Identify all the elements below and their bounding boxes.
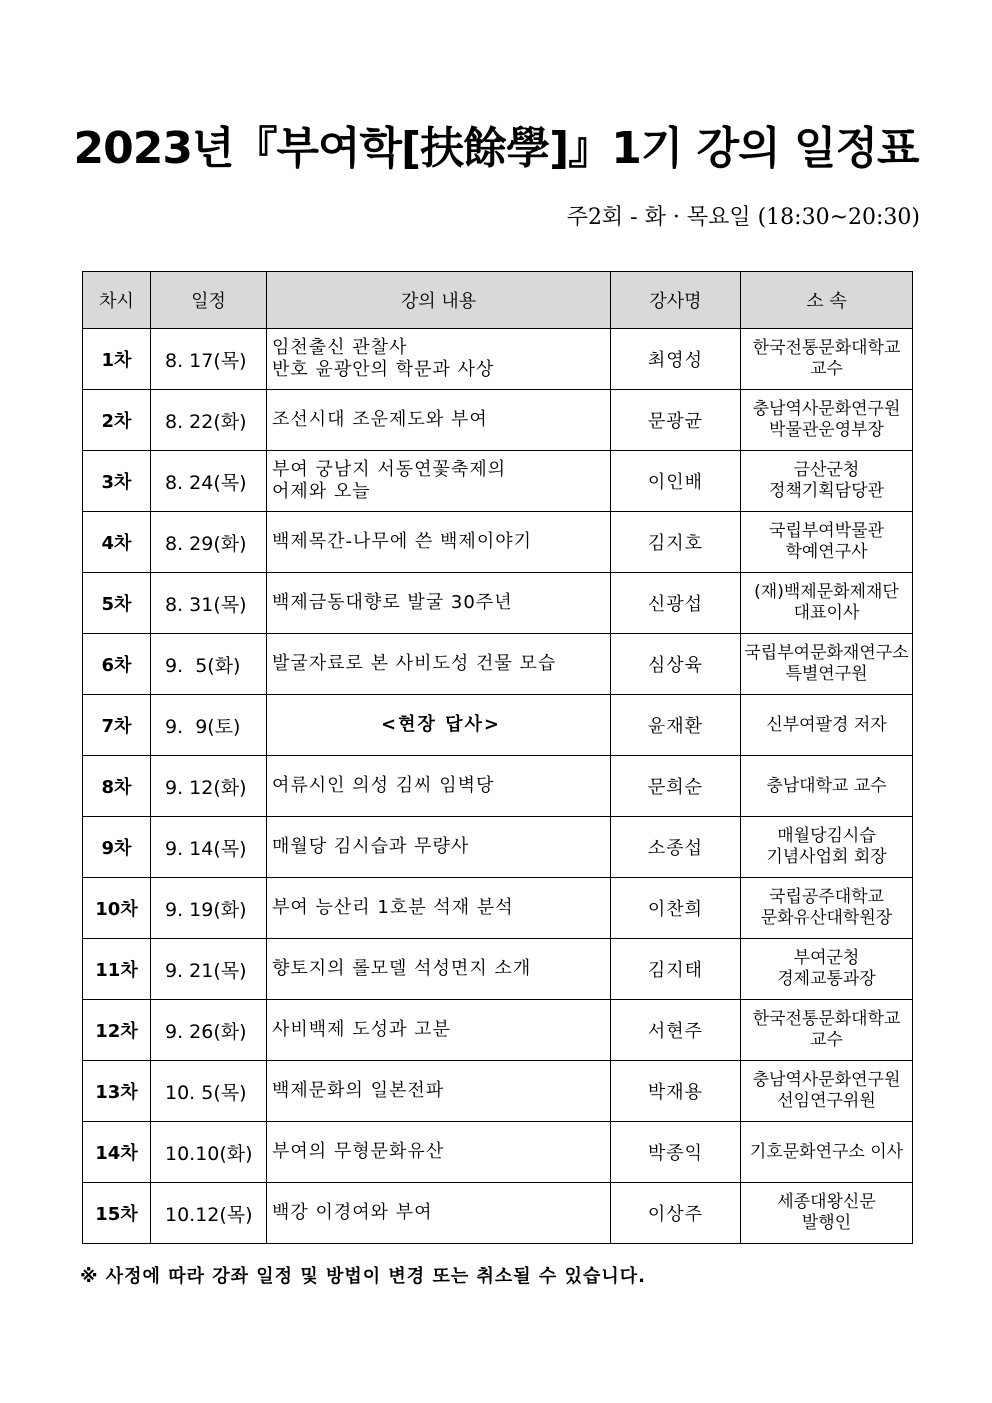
- lecturer-name: 심상육: [611, 634, 741, 695]
- lecturer-affiliation: [741, 512, 913, 573]
- lecture-topic: [267, 329, 611, 390]
- lecture-topic-line: 매월당 김시습과 무량사: [272, 836, 470, 857]
- lecture-topic: [267, 817, 611, 878]
- table-row: [83, 390, 913, 451]
- table-row: [83, 1122, 913, 1183]
- session-number: 12차: [83, 1000, 151, 1061]
- lecturer-affiliation: [741, 756, 913, 817]
- lecturer-affiliation: [741, 878, 913, 939]
- affiliation-line: 경제교통과장: [777, 969, 876, 989]
- table-row: [83, 573, 913, 634]
- lecturer-name: 이상주: [611, 1183, 741, 1244]
- session-number: 7차: [83, 695, 151, 756]
- affiliation-line: 박물관운영부장: [769, 420, 884, 440]
- lecture-topic: [267, 1000, 611, 1061]
- lecture-topic: [267, 756, 611, 817]
- header-topic: 강의 내용: [267, 272, 611, 329]
- affiliation-line: 금산군청: [793, 460, 860, 480]
- session-date: 9. 14(목): [151, 817, 267, 878]
- table-row: [83, 817, 913, 878]
- session-number: 4차: [83, 512, 151, 573]
- table-body: [83, 329, 913, 1244]
- lecture-topic: [267, 634, 611, 695]
- header-affiliation: 소 속: [741, 272, 913, 329]
- session-date: 10.12(목): [151, 1183, 267, 1244]
- lecturer-affiliation: [741, 634, 913, 695]
- lecture-topic-line: 발굴자료로 본 사비도성 건물 모습: [272, 653, 557, 674]
- lecturer-affiliation: [741, 817, 913, 878]
- affiliation-line: 교수: [810, 1030, 843, 1050]
- lecture-topic-line: 부여의 무형문화유산: [272, 1141, 445, 1162]
- session-number: 11차: [83, 939, 151, 1000]
- lecturer-name: 김지태: [611, 939, 741, 1000]
- lecturer-name: 신광섭: [611, 573, 741, 634]
- schedule-subtitle: 주2회 - 화 · 목요일 (18:30~20:30): [566, 205, 920, 230]
- affiliation-line: 특별연구원: [785, 664, 868, 684]
- session-number: 3차: [83, 451, 151, 512]
- lecturer-name: 김지호: [611, 512, 741, 573]
- lecture-topic-line: 백제금동대향로 발굴 30주년: [272, 592, 513, 613]
- table-header-row: [83, 272, 913, 329]
- lecturer-name: 문희순: [611, 756, 741, 817]
- affiliation-line: 정책기획담당관: [769, 481, 884, 501]
- lecture-topic: [267, 512, 611, 573]
- affiliation-line: 발행인: [801, 1213, 852, 1233]
- affiliation-line: 대표이사: [793, 603, 860, 623]
- affiliation-line: 기호문화연구소 이사: [749, 1141, 904, 1162]
- session-date: 8. 22(화): [151, 390, 267, 451]
- footnote: ※ 사정에 따라 강좌 일정 및 방법이 변경 또는 취소될 수 있습니다.: [80, 1266, 646, 1287]
- affiliation-line: 부여군청: [793, 948, 860, 968]
- table-row: [83, 512, 913, 573]
- session-date: 9. 26(화): [151, 1000, 267, 1061]
- lecture-topic: [267, 939, 611, 1000]
- session-number: 1차: [83, 329, 151, 390]
- lecture-topic: [267, 1183, 611, 1244]
- lecture-topic: [267, 451, 611, 512]
- affiliation-line: 국립부여박물관: [769, 521, 884, 541]
- table-row: [83, 1000, 913, 1061]
- lecture-topic-line: 부여 궁남지 서동연꽃축제의: [272, 459, 507, 480]
- table-row: [83, 329, 913, 390]
- lecture-topic: [267, 1122, 611, 1183]
- lecturer-name: 박재용: [611, 1061, 741, 1122]
- header-lecturer: 강사명: [611, 272, 741, 329]
- affiliation-line: 선임연구위원: [777, 1091, 876, 1111]
- session-number: 13차: [83, 1061, 151, 1122]
- lecture-topic-line: 반호 윤광안의 학문과 사상: [272, 359, 495, 380]
- table-row: [83, 1061, 913, 1122]
- session-number: 9차: [83, 817, 151, 878]
- lecturer-name: 이인배: [611, 451, 741, 512]
- lecture-topic: [267, 878, 611, 939]
- session-number: 2차: [83, 390, 151, 451]
- affiliation-line: 충남역사문화연구원: [752, 399, 901, 419]
- lecture-topic-line: 백제문화의 일본전파: [272, 1080, 445, 1101]
- lecturer-affiliation: [741, 1183, 913, 1244]
- lecturer-name: 최영성: [611, 329, 741, 390]
- session-date: 8. 24(목): [151, 451, 267, 512]
- lecture-topic-line: <현장 답사>: [381, 714, 501, 735]
- session-date: 9. 12(화): [151, 756, 267, 817]
- session-number: 8차: [83, 756, 151, 817]
- lecture-topic-line: 향토지의 롤모델 석성면지 소개: [272, 958, 532, 979]
- affiliation-line: 문화유산대학원장: [760, 908, 893, 928]
- table-row: [83, 756, 913, 817]
- affiliation-line: 학예연구사: [785, 542, 868, 562]
- session-number: 14차: [83, 1122, 151, 1183]
- session-date: 9. 9(토): [151, 695, 267, 756]
- lecturer-affiliation: [741, 695, 913, 756]
- lecturer-name: 문광균: [611, 390, 741, 451]
- session-date: 9. 5(화): [151, 634, 267, 695]
- lecturer-affiliation: [741, 390, 913, 451]
- table-row: [83, 939, 913, 1000]
- lecture-topic-line: 사비백제 도성과 고분: [272, 1019, 451, 1040]
- lecturer-affiliation: [741, 1061, 913, 1122]
- table-row: [83, 451, 913, 512]
- lecture-topic: [267, 573, 611, 634]
- session-date: 8. 17(목): [151, 329, 267, 390]
- lecturer-affiliation: [741, 451, 913, 512]
- header-no: 차시: [83, 272, 151, 329]
- lecture-topic-line: 여류시인 의성 김씨 임벽당: [272, 775, 495, 796]
- affiliation-line: 한국전통문화대학교: [752, 1009, 901, 1029]
- table-row: [83, 634, 913, 695]
- session-date: 9. 21(목): [151, 939, 267, 1000]
- session-date: 9. 19(화): [151, 878, 267, 939]
- affiliation-line: 충남대학교 교수: [766, 775, 887, 796]
- lecturer-name: 윤재환: [611, 695, 741, 756]
- affiliation-line: 한국전통문화대학교: [752, 338, 901, 358]
- lecture-topic: [267, 1061, 611, 1122]
- affiliation-line: 충남역사문화연구원: [752, 1070, 901, 1090]
- page-title: 2023년『부여학[扶餘學]』1기 강의 일정표: [73, 123, 919, 174]
- lecturer-name: 서현주: [611, 1000, 741, 1061]
- lecturer-name: 이찬희: [611, 878, 741, 939]
- session-number: 10차: [83, 878, 151, 939]
- lecture-topic-line: 백제목간-나무에 쓴 백제이야기: [272, 531, 532, 552]
- affiliation-line: 세종대왕신문: [777, 1192, 876, 1212]
- lecture-topic-line: 임천출신 관찰사: [272, 337, 408, 358]
- lecture-topic: [267, 390, 611, 451]
- session-date: 8. 31(목): [151, 573, 267, 634]
- affiliation-line: 교수: [810, 359, 843, 379]
- lecturer-affiliation: [741, 1000, 913, 1061]
- affiliation-line: (재)백제문화제재단: [754, 582, 899, 602]
- affiliation-line: 국립부여문화재연구소: [744, 643, 909, 663]
- session-number: 5차: [83, 573, 151, 634]
- session-date: 8. 29(화): [151, 512, 267, 573]
- session-number: 6차: [83, 634, 151, 695]
- lecture-topic: [267, 695, 611, 756]
- session-date: 10. 5(목): [151, 1061, 267, 1122]
- lecturer-affiliation: [741, 573, 913, 634]
- lecture-topic-line: 어제와 오늘: [272, 481, 371, 502]
- lecture-schedule-table: [82, 271, 913, 1244]
- lecture-topic-line: 백강 이경여와 부여: [272, 1202, 433, 1223]
- table-row: [83, 878, 913, 939]
- lecturer-affiliation: [741, 1122, 913, 1183]
- affiliation-line: 기념사업회 회장: [766, 847, 887, 867]
- lecturer-affiliation: [741, 329, 913, 390]
- table-row: [83, 1183, 913, 1244]
- lecture-topic-line: 조선시대 조운제도와 부여: [272, 409, 488, 430]
- lecturer-affiliation: [741, 939, 913, 1000]
- affiliation-line: 신부여팔경 저자: [766, 714, 887, 735]
- table-row: [83, 695, 913, 756]
- session-number: 15차: [83, 1183, 151, 1244]
- lecturer-name: 박종익: [611, 1122, 741, 1183]
- affiliation-line: 매월당김시습: [777, 826, 876, 846]
- affiliation-line: 국립공주대학교: [769, 887, 884, 907]
- lecture-topic-line: 부여 능산리 1호분 석재 분석: [272, 897, 514, 918]
- session-date: 10.10(화): [151, 1122, 267, 1183]
- header-date: 일정: [151, 272, 267, 329]
- lecturer-name: 소종섭: [611, 817, 741, 878]
